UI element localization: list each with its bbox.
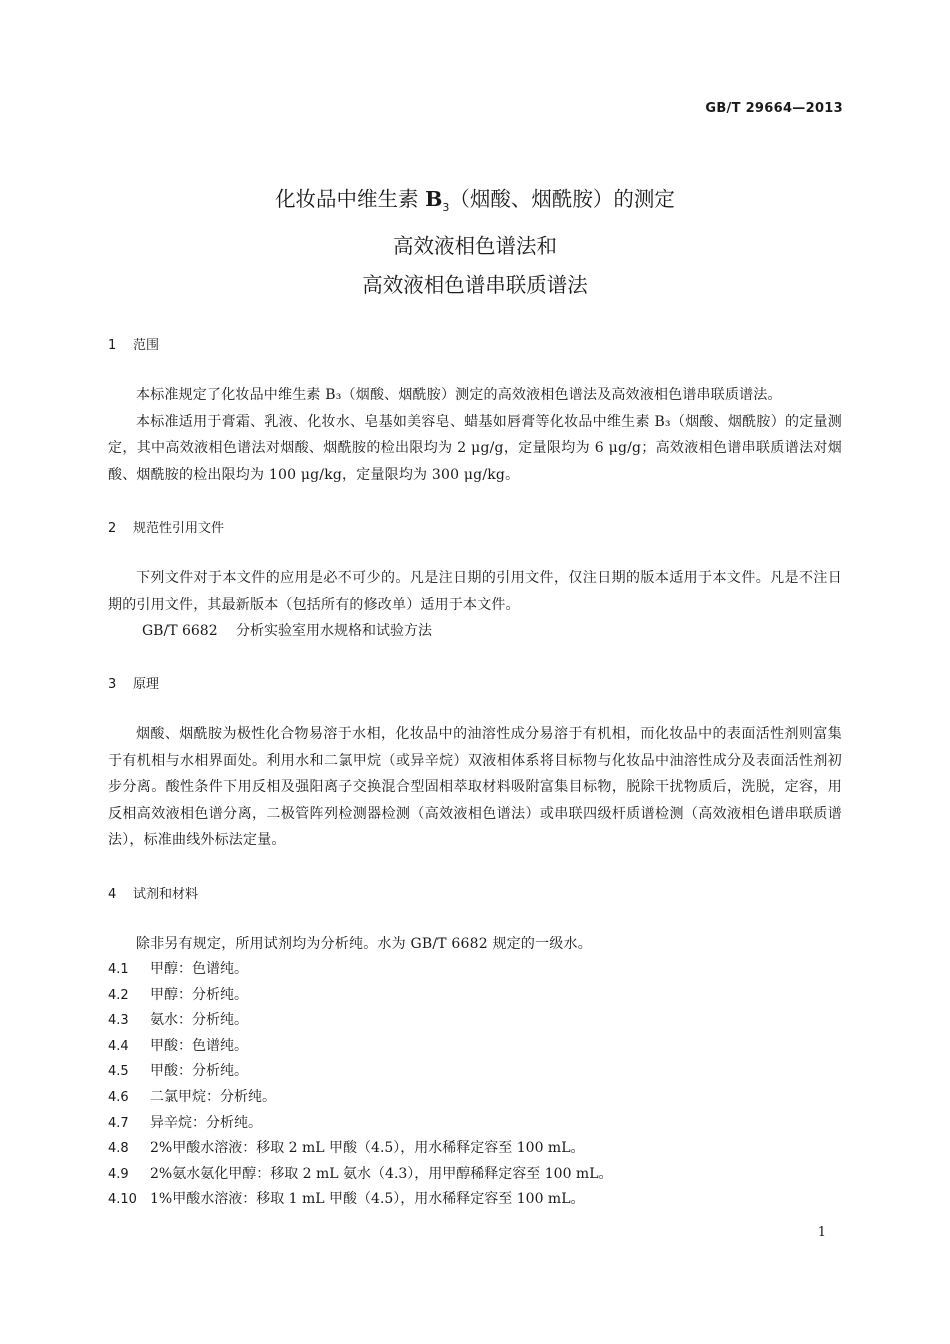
- item-text: 异辛烷：分析纯。: [150, 1114, 262, 1131]
- reagent-item: [108, 1034, 842, 1060]
- item-number: 4.6: [108, 1089, 129, 1105]
- section-number: 1: [108, 338, 117, 353]
- title-vitamin-sub: 3: [442, 201, 450, 215]
- section-2-heading: [108, 517, 842, 541]
- section-1-heading: [108, 334, 842, 358]
- item-number: 4.1: [108, 962, 129, 977]
- item-text: 1%甲酸水溶液：移取 1 mL 甲酸（4.5），用水稀释定容至 100 mL。: [150, 1191, 585, 1208]
- title-line-3: 高效液相色谱串联质谱法: [362, 273, 588, 298]
- title-line-1-pre: 化妆品中维生素: [275, 187, 426, 211]
- item-number: 4.7: [108, 1115, 129, 1131]
- section-3-heading: [108, 673, 842, 697]
- document-title: [0, 180, 950, 305]
- item-number: 4.3: [108, 1013, 129, 1029]
- section-title: 范围: [133, 338, 160, 353]
- scope-paragraph-1: 本标准规定了化妆品中维生素 B₃（烟酸、烟酰胺）测定的高效液相色谱法及高效液相色谱串联质谱法。: [136, 387, 782, 403]
- reagent-item: [108, 1187, 842, 1213]
- reagents-paragraph: 除非另有规定，所用试剂均为分析纯。水为 GB/T 6682 规定的一级水。: [136, 935, 592, 952]
- item-number: 4.9: [108, 1166, 129, 1182]
- section-number: 3: [108, 677, 117, 692]
- item-text: 甲酸：色谱纯。: [150, 1037, 248, 1054]
- item-number: 4.5: [108, 1064, 129, 1080]
- section-number: 4: [108, 886, 117, 902]
- item-text: 甲醇：色谱纯。: [150, 961, 248, 977]
- item-number: 4.4: [108, 1038, 129, 1054]
- item-text: 甲醇：分析纯。: [150, 986, 248, 1003]
- page-number: 1: [817, 1225, 826, 1240]
- item-text: 二氯甲烷：分析纯。: [150, 1088, 276, 1105]
- item-number: 4.2: [108, 987, 129, 1003]
- reagent-item: [108, 1085, 842, 1111]
- reagent-item: [108, 1136, 842, 1162]
- reagent-item: [108, 1162, 842, 1188]
- reference-code: GB/T 6682: [142, 623, 218, 639]
- section-title: 原理: [133, 677, 160, 692]
- section-title: 规范性引用文件: [133, 521, 225, 536]
- item-text: 甲酸：分析纯。: [150, 1063, 248, 1080]
- reagent-item: [108, 1111, 842, 1137]
- normative-paragraph: 下列文件对于本文件的应用是必不可少的。凡是注日期的引用文件，仅注日期的版本适用于本文件。凡是不注日期的引用文件，其最新版本（包括所有的修改单）适用于本文件。: [108, 570, 842, 613]
- principle-paragraph: 烟酸、烟酰胺为极性化合物易溶于水相，化妆品中的油溶性成分易溶于有机相，而化妆品中的表面活性剂则富集于有机相与水相界面处。利用水和二氯甲烷（或异辛烷）双液相体系将目标物与化妆品中油溶性成分及表面活性剂初步分离。酸性条件下用反相及强阳离子交换混合型固相萃取材料吸附富集目标物，脱除干扰物质后，洗脱，定容，用反相高效液相色谱分离，二极管阵列检测器检测（高效液相色谱法）或串联四级杆质谱检测（高效液相色谱串联质谱法），标准曲线外标法定量。: [108, 726, 842, 848]
- reagent-item: [108, 983, 842, 1009]
- title-line-1-post: （烟酸、烟酰胺）的测定: [449, 187, 675, 211]
- item-number: 4.8: [108, 1141, 129, 1157]
- item-number: 4.10: [108, 1192, 137, 1208]
- reagent-item: [108, 1008, 842, 1034]
- standard-code: GB/T 29664—2013: [705, 101, 843, 116]
- reference-title: 分析实验室用水规格和试验方法: [236, 623, 432, 639]
- reagent-item: [108, 1059, 842, 1085]
- item-text: 2%氨水氨化甲醇：移取 2 mL 氨水（4.3），用甲醇稀释定容至 100 mL。: [150, 1165, 613, 1182]
- document-body: [108, 334, 842, 1213]
- reagent-item: [108, 957, 842, 983]
- item-text: 氨水：分析纯。: [150, 1012, 248, 1029]
- normative-reference: [108, 618, 842, 644]
- title-line-1: [0, 180, 950, 227]
- section-4-heading: [108, 883, 842, 907]
- section-number: 2: [108, 521, 117, 536]
- section-title: 试剂和材料: [133, 886, 199, 902]
- title-line-2: 高效液相色谱法和: [393, 234, 557, 259]
- title-vitamin-b: B: [425, 187, 443, 211]
- item-text: 2%甲酸水溶液：移取 2 mL 甲酸（4.5），用水稀释定容至 100 mL。: [150, 1140, 585, 1157]
- scope-paragraph-2: 本标准适用于膏霜、乳液、化妆水、皂基如美容皂、蜡基如唇膏等化妆品中维生素 B₃（烟酸、烟酰胺）的定量测定，其中高效液相色谱法对烟酸、烟酰胺的检出限均为 2 μg/g，定量限均为 6 μg/g；高效液相色谱串联质谱法对烟酸、烟酰胺的检出限均为 100 μg/kg，定量限均为 300 μg/kg。: [108, 413, 842, 483]
